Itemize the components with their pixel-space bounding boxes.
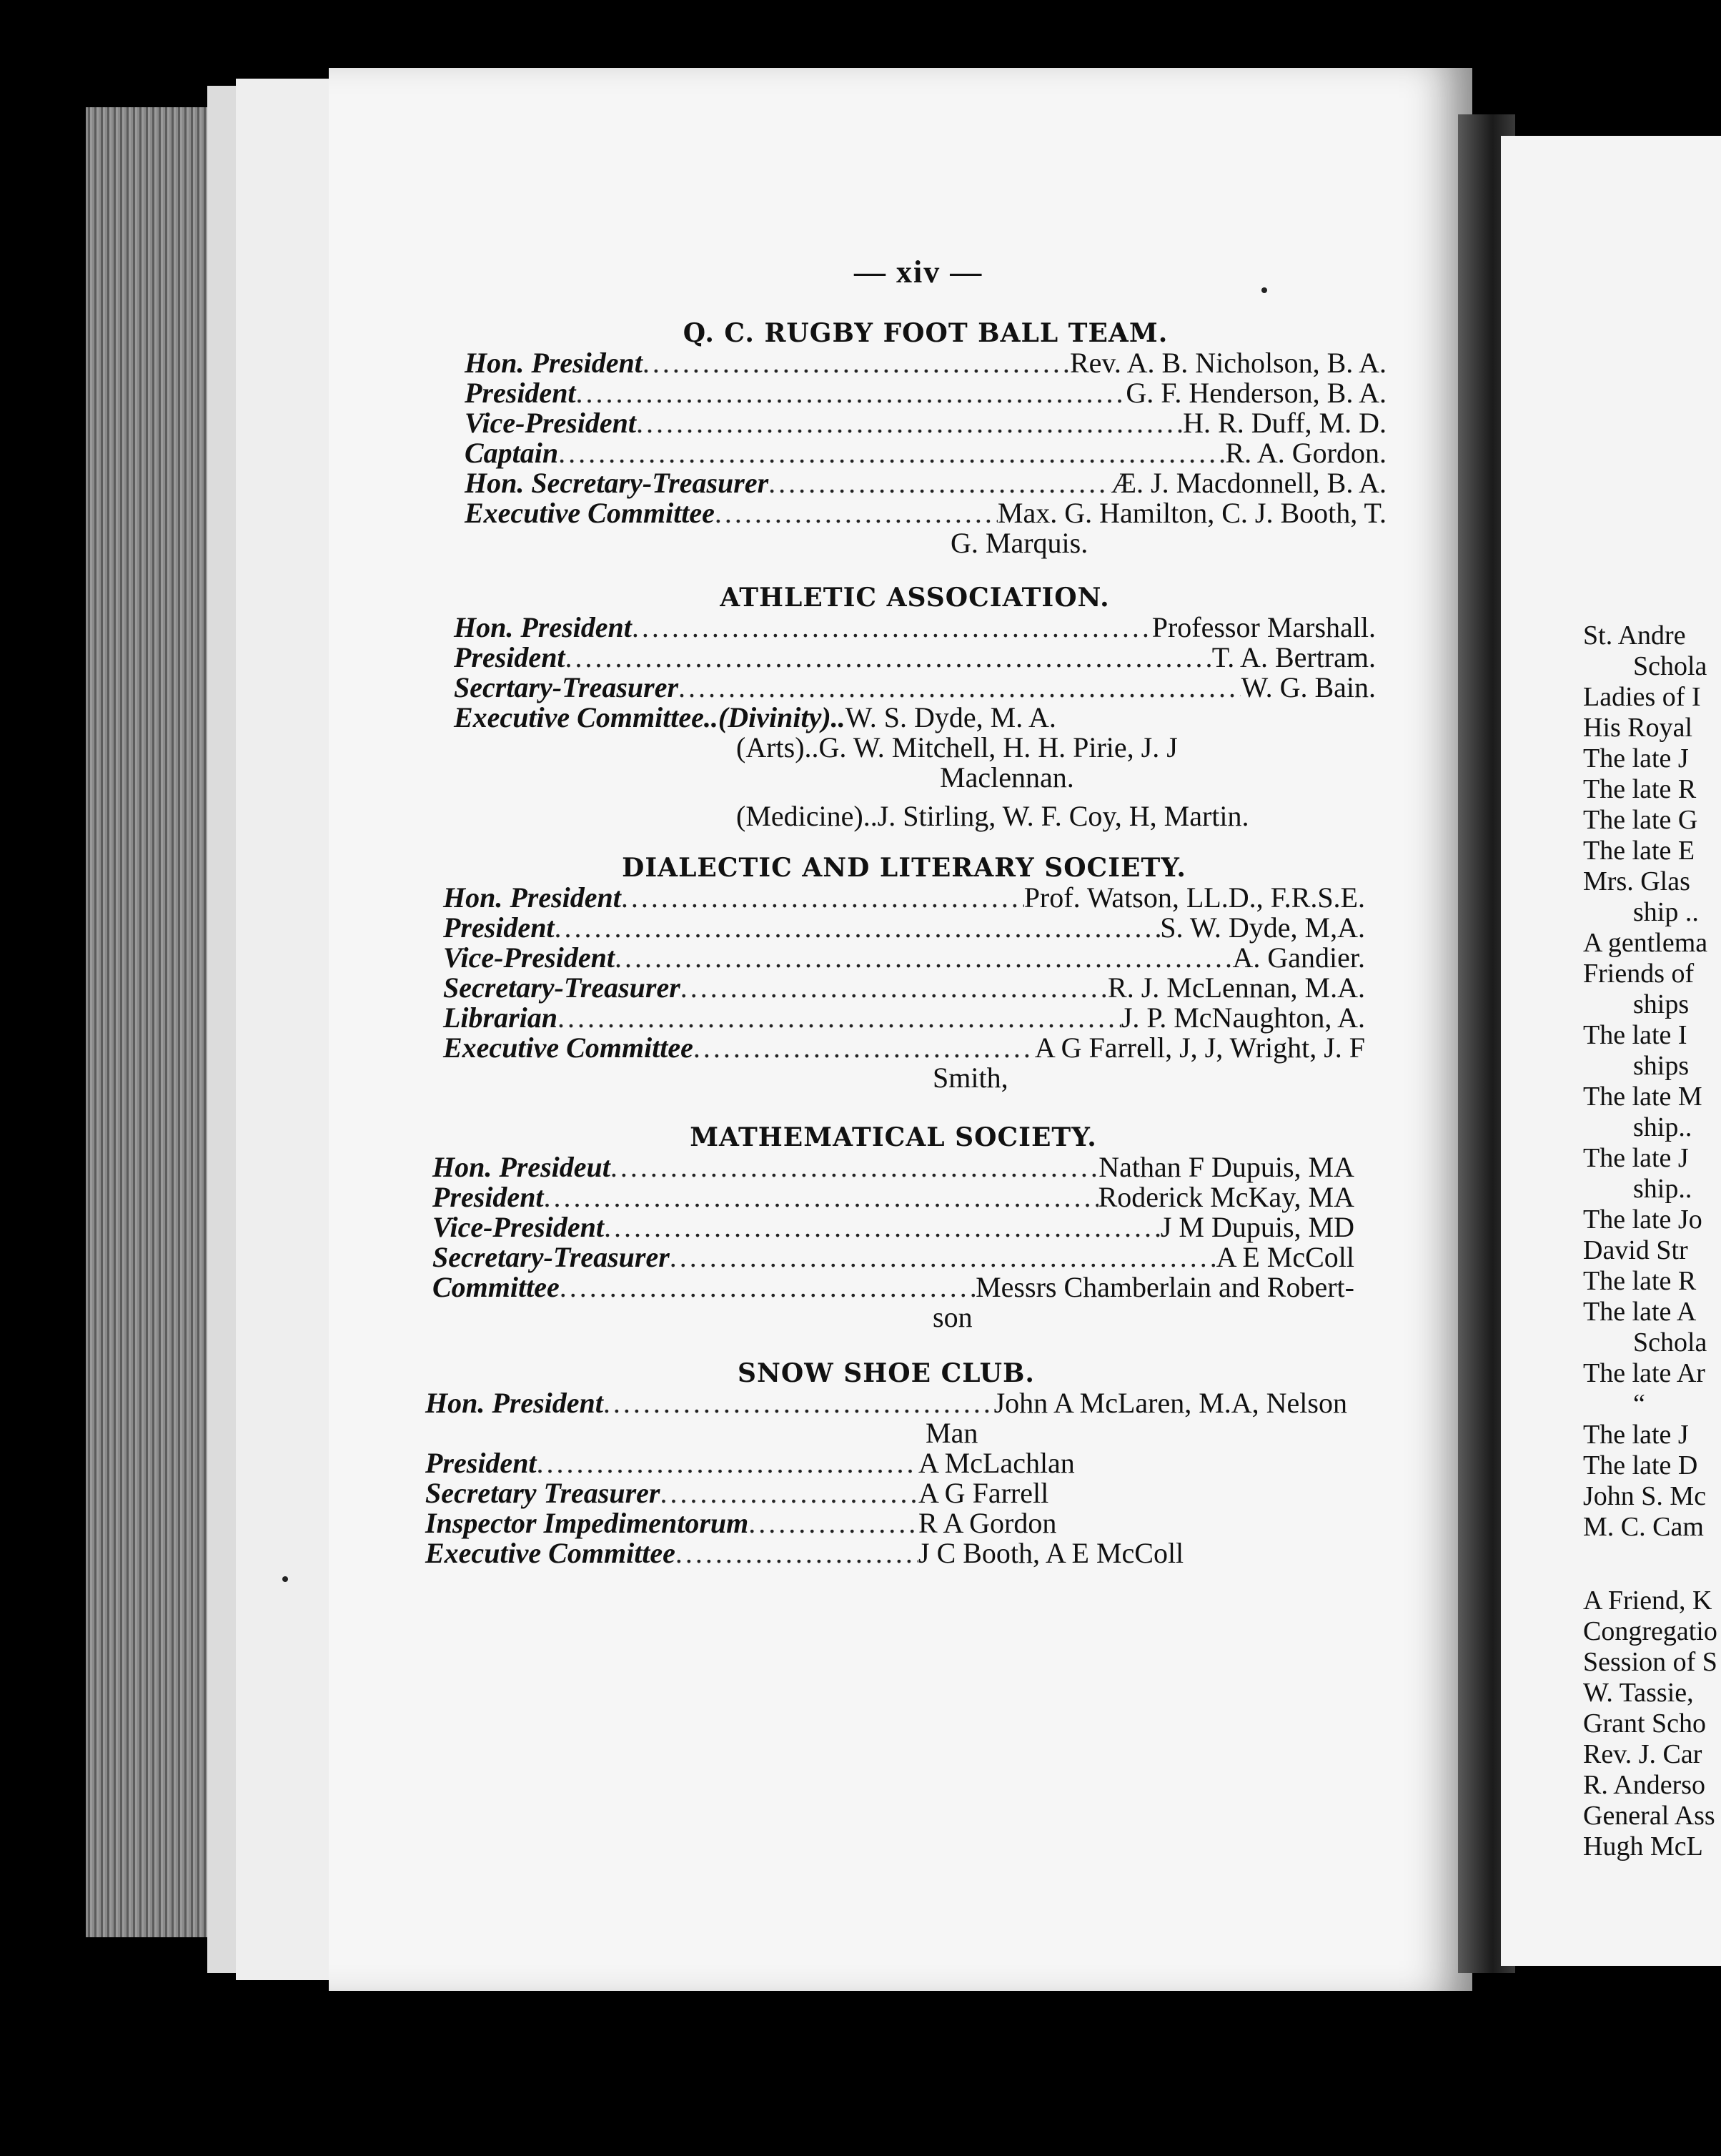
role-label: President <box>454 641 565 673</box>
officer-row <box>465 348 1387 378</box>
list-item: The late D <box>1583 1450 1698 1480</box>
officer-row <box>454 801 1376 831</box>
role-label: Secretary-Treasurer <box>432 1241 670 1273</box>
officer-row <box>425 1538 1347 1568</box>
officer-row <box>425 1478 1347 1508</box>
officer-row <box>425 1508 1347 1538</box>
officer-name: R. A. Gordon. <box>1225 437 1387 469</box>
role-label: Vice-President <box>465 407 636 439</box>
section-heading: ATHLETIC ASSOCIATION. <box>720 583 1110 613</box>
list-item: W. Tassie, <box>1583 1678 1694 1708</box>
list-item: ship .. <box>1633 897 1699 927</box>
continuation-line: Maclennan. <box>940 761 1074 793</box>
role-label: Committee <box>432 1271 560 1303</box>
officer-row <box>432 1212 1354 1242</box>
role-label: President <box>465 377 576 409</box>
right-page-list <box>1583 620 1721 1543</box>
list-item: The late I <box>1583 1020 1687 1050</box>
continuation-line: G. Marquis. <box>951 527 1088 559</box>
officer-name: A McLachlan <box>918 1447 1075 1479</box>
list-item: John S. Mc <box>1583 1481 1707 1511</box>
list-item: The late R <box>1583 1266 1697 1296</box>
section-rugby <box>465 318 1387 558</box>
officer-row <box>432 1242 1354 1272</box>
list-item: ships <box>1633 1051 1690 1081</box>
book-page-edges <box>86 107 207 1937</box>
list-item: The late E <box>1583 836 1695 866</box>
list-item: St. Andre <box>1583 620 1686 651</box>
officer-row <box>465 378 1387 408</box>
officer-row <box>454 643 1376 673</box>
officer-name: John A McLaren, M.A, Nelson <box>993 1387 1347 1419</box>
list-item: Schola <box>1633 1327 1707 1358</box>
officer-row <box>454 703 1376 733</box>
officer-name: Prof. Watson, LL.D., F.R.S.E. <box>1023 881 1365 914</box>
list-item: The late A <box>1583 1297 1697 1327</box>
right-page-list <box>1583 1586 1721 1862</box>
list-item: Ladies of I <box>1583 682 1701 712</box>
list-item: ships <box>1633 989 1690 1019</box>
list-item: His Royal <box>1583 713 1693 743</box>
officer-name: Nathan F Dupuis, MA <box>1098 1151 1354 1183</box>
list-item: ship.. <box>1633 1174 1692 1204</box>
role-label: Hon. President <box>465 347 643 379</box>
role-label: Captain <box>465 437 559 469</box>
officer-row <box>454 613 1376 643</box>
continuation-line: son <box>933 1301 973 1333</box>
officer-name: J. P. McNaughton, A. <box>1121 1002 1365 1034</box>
list-item: The late M <box>1583 1082 1702 1112</box>
section-snowshoe <box>425 1358 1347 1568</box>
speck <box>282 1576 288 1582</box>
division-label: (Arts).. <box>736 731 819 763</box>
officer-row <box>443 913 1365 943</box>
officer-row <box>454 673 1376 703</box>
continuation-line: Man <box>926 1417 978 1449</box>
role-label: Hon. President <box>443 881 621 914</box>
list-item: Mrs. Glas <box>1583 866 1690 896</box>
list-item: Friends of <box>1583 959 1695 989</box>
officer-row <box>465 408 1387 438</box>
role-label: Secrtary-Treasurer <box>454 671 679 703</box>
officer-name: Messrs Chamberlain and Robert- <box>976 1271 1354 1303</box>
officer-row <box>425 1388 1347 1418</box>
continuation-line: Smith, <box>933 1062 1008 1094</box>
officer-name: R A Gordon <box>918 1507 1057 1539</box>
officer-name: A E McColl <box>1216 1241 1354 1273</box>
officer-name: Roderick McKay, MA <box>1098 1181 1354 1213</box>
list-item: Session of S <box>1583 1647 1717 1677</box>
officer-row <box>465 438 1387 468</box>
list-item: Grant Scho <box>1583 1709 1707 1739</box>
role-label: President <box>425 1447 537 1479</box>
officer-name: R. J. McLennan, M.A. <box>1108 971 1365 1004</box>
role-label: Hon. President <box>454 611 632 643</box>
list-item: ship.. <box>1633 1112 1692 1142</box>
officer-row <box>454 733 1376 763</box>
section-athletic <box>454 583 1376 831</box>
officer-row <box>432 1182 1354 1212</box>
officer-row <box>432 1272 1354 1302</box>
list-item: Congregatio <box>1583 1616 1717 1646</box>
role-label: Vice-President <box>432 1211 604 1243</box>
role-label: Executive Committee <box>443 1032 693 1064</box>
list-item: M. C. Cam <box>1583 1512 1704 1542</box>
officer-name: G. W. Mitchell, H. H. Pirie, J. J <box>818 731 1178 763</box>
section-heading: DIALECTIC AND LITERARY SOCIETY. <box>622 853 1186 883</box>
role-label: Executive Committee..(Divinity).. <box>454 701 845 733</box>
role-label: Hon. President <box>425 1387 603 1419</box>
list-item: “ <box>1633 1389 1645 1419</box>
officer-name: J C Booth, A E McColl <box>918 1537 1184 1569</box>
officer-name: Professor Marshall. <box>1151 611 1376 643</box>
officer-name: Æ. J. Macdonnell, B. A. <box>1111 467 1387 499</box>
officer-row <box>443 943 1365 973</box>
officer-name: H. R. Duff, M. D. <box>1183 407 1387 439</box>
officer-row <box>432 1152 1354 1182</box>
officer-name: W. S. Dyde, M. A. <box>845 701 1056 733</box>
page-number: — xiv — <box>854 254 983 290</box>
list-item: Schola <box>1633 651 1707 681</box>
list-item: The late Jo <box>1583 1205 1702 1235</box>
list-item: The late Ar <box>1583 1358 1705 1388</box>
officer-name: W. G. Bain. <box>1241 671 1376 703</box>
list-item: A gentlema <box>1583 928 1708 958</box>
section-mathematical <box>432 1122 1354 1332</box>
officer-row <box>465 498 1387 528</box>
officer-name: A G Farrell <box>918 1477 1049 1509</box>
role-label: Hon. Presideut <box>432 1151 610 1183</box>
division-label: (Medicine).. <box>736 800 878 832</box>
officer-name: G. F. Henderson, B. A. <box>1126 377 1387 409</box>
officer-row <box>425 1448 1347 1478</box>
officer-row <box>443 883 1365 913</box>
officer-row <box>443 1033 1365 1063</box>
officer-name: J M Dupuis, MD <box>1160 1211 1354 1243</box>
list-item: The late J <box>1583 1143 1689 1173</box>
officer-name: S. W. Dyde, M,A. <box>1160 911 1365 944</box>
role-label: Secretary Treasurer <box>425 1477 660 1509</box>
officer-row <box>443 973 1365 1003</box>
role-label: Librarian <box>443 1002 558 1034</box>
list-item: Rev. J. Car <box>1583 1739 1702 1769</box>
role-label: President <box>432 1181 544 1213</box>
role-label: Inspector Impedimentorum <box>425 1507 749 1539</box>
role-label: Executive Committee <box>425 1537 675 1569</box>
officer-name: Max. G. Hamilton, C. J. Booth, T. <box>997 497 1387 529</box>
officer-name: A G Farrell, J, J, Wright, J. F <box>1034 1032 1365 1064</box>
list-item: The late G <box>1583 805 1698 835</box>
role-label: President <box>443 911 555 944</box>
role-label: Executive Committee <box>465 497 715 529</box>
officer-name: A. Gandier. <box>1232 941 1365 974</box>
officer-name: Rev. A. B. Nicholson, B. A. <box>1070 347 1387 379</box>
officer-name: T. A. Bertram. <box>1211 641 1376 673</box>
role-label: Vice-President <box>443 941 615 974</box>
list-item: The late R <box>1583 774 1697 804</box>
section-dialectic <box>443 853 1365 1093</box>
officer-name: J. Stirling, W. F. Coy, H, Martin. <box>877 800 1249 832</box>
list-item: David Str <box>1583 1235 1688 1265</box>
role-label: Secretary-Treasurer <box>443 971 680 1004</box>
role-label: Hon. Secretary-Treasurer <box>465 467 769 499</box>
list-item: R. Anderso <box>1583 1770 1705 1800</box>
officer-row <box>443 1003 1365 1033</box>
section-heading: Q. C. RUGBY FOOT BALL TEAM. <box>683 318 1169 348</box>
section-heading: SNOW SHOE CLUB. <box>738 1358 1035 1388</box>
list-item: General Ass <box>1583 1801 1715 1831</box>
section-heading: MATHEMATICAL SOCIETY. <box>690 1122 1097 1152</box>
speck <box>1261 287 1267 293</box>
list-item: The late J <box>1583 1420 1689 1450</box>
officer-row <box>465 468 1387 498</box>
list-item: A Friend, K <box>1583 1586 1712 1616</box>
list-item: The late J <box>1583 743 1689 773</box>
list-item: Hugh McL <box>1583 1831 1703 1861</box>
